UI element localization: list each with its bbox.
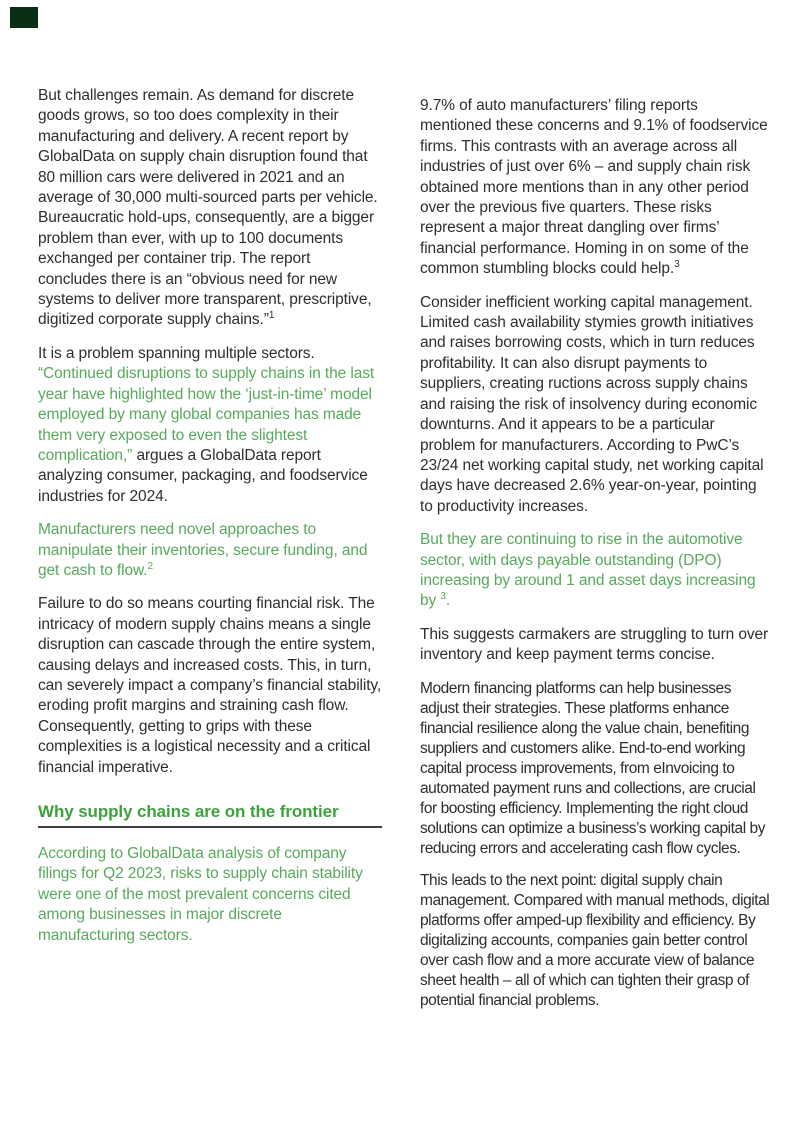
right-column bbox=[420, 86, 772, 1023]
footnote-marker: 3 bbox=[440, 591, 446, 603]
paragraph bbox=[38, 594, 382, 778]
text-segment: But they are continuing to rise in the automotive sector, with days payable outstanding (DPO) increasing by around 1 and asset days increasing by bbox=[420, 531, 756, 610]
paragraph bbox=[420, 679, 772, 859]
footnote-marker: 1 bbox=[268, 310, 275, 322]
text-segment: This leads to the next point: digital supply chain management. Compared with manual methods, digital platforms offer amped-up flexibility and efficiency. By digitalizing accounts, companies gain better control over cash flow and a more accurate view of balance sheet health – all of which can tighten their grasp of potential financial problems. bbox=[420, 871, 770, 1009]
heading-rule bbox=[38, 826, 382, 828]
text-segment: Manufacturers need novel approaches to manipulate their inventories, secure funding, and get cash to flow. bbox=[38, 521, 368, 579]
text-segment: It is a problem spanning multiple sectors. bbox=[38, 344, 315, 362]
text-segment: Failure to do so means courting financial risk. The intricacy of modern supply chains means a single disruption can cascade through the entire system, causing delays and increased costs. This, in turn, can severely impact a company’s financial stability, eroding profit margins and straining cash flow. Consequently, getting to grips with these complexities is a logistical necessity and a critical financial imperative. bbox=[38, 595, 382, 776]
text-segment: According to GlobalData analysis of company filings for Q2 2023, risks to supply chain stability were one of the most prevalent concerns cited among businesses in major discrete manufacturing sectors. bbox=[38, 845, 363, 944]
paragraph bbox=[38, 520, 382, 581]
text-segment: 9.7% of auto manufacturers’ filing reports mentioned these concerns and 9.1% of foodservice firms. This contrasts with an average across all industries of just over 6% – and supply chain risk obtained more mentions than in any other period over the previous five quarters. These risks represent a major threat dangling over firms’ financial performance. Homing in on some of the common stumbling blocks could help. bbox=[420, 97, 768, 278]
text-segment: But challenges remain. As demand for discrete goods grows, so too does complexity in their manufacturing and delivery. A recent report by GlobalData on supply chain disruption found that 80 million cars were delivered in 2021 and an average of 30,000 multi-sourced parts per vehicle. Bureaucratic hold-ups, consequently, are a bigger problem than ever, with up to 100 documents exchanged per container trip. The report concludes there is an “obvious need for new systems to deliver more transparent, prescriptive, digitized corporate supply chains.” bbox=[38, 87, 378, 329]
two-column-layout bbox=[38, 86, 772, 1023]
brand-logo bbox=[10, 7, 38, 28]
text-segment: Consider inefficient working capital management. Limited cash availability stymies growth initiatives and raises borrowing costs, which in turn reduces profitability. It can also disrupt payments to suppliers, creating ructions across supply chains and raising the risk of insolvency during economic downturns. And it appears to be a particular problem for manufacturers. According to PwC’s 23/24 net working capital study, net working capital days have decreased 2.6% year-on-year, pointing to productivity increases. bbox=[420, 293, 764, 515]
paragraph bbox=[420, 871, 772, 1011]
paragraph bbox=[420, 293, 772, 517]
text-segment: argues a GlobalData report analyzing consumer, packaging, and foodservice industries for 2024. bbox=[38, 446, 368, 505]
paragraph bbox=[420, 625, 772, 666]
section-heading: Why supply chains are on the frontier bbox=[38, 802, 339, 821]
footnote-marker: 2 bbox=[147, 560, 153, 572]
paragraph bbox=[38, 86, 382, 331]
paragraph bbox=[38, 844, 382, 946]
text-segment: . bbox=[445, 592, 451, 610]
left-column bbox=[38, 86, 382, 1023]
footnote-marker: 3 bbox=[674, 259, 680, 271]
paragraph bbox=[420, 530, 772, 612]
text-segment: “Continued disruptions to supply chains in the last year have highlighted how the ‘just-in-time’ model employed by many global companies has made them very exposed to even the slightest complication,” bbox=[38, 365, 375, 464]
text-segment: This suggests carmakers are struggling to turn over inventory and keep payment terms concise. bbox=[420, 625, 769, 664]
paragraph bbox=[420, 96, 772, 280]
text-segment: Modern financing platforms can help businesses adjust their strategies. These platforms enhance financial resilience along the value chain, benefiting suppliers and customers alike. End-to-end working capital process improvements, from eInvoicing to automated payment runs and collections, are crucial for boosting efficiency. Implementing the right cloud solutions can optimize a business’s working capital by reducing errors and accelerating cash flow cycles. bbox=[420, 679, 766, 857]
paragraph bbox=[38, 344, 382, 507]
